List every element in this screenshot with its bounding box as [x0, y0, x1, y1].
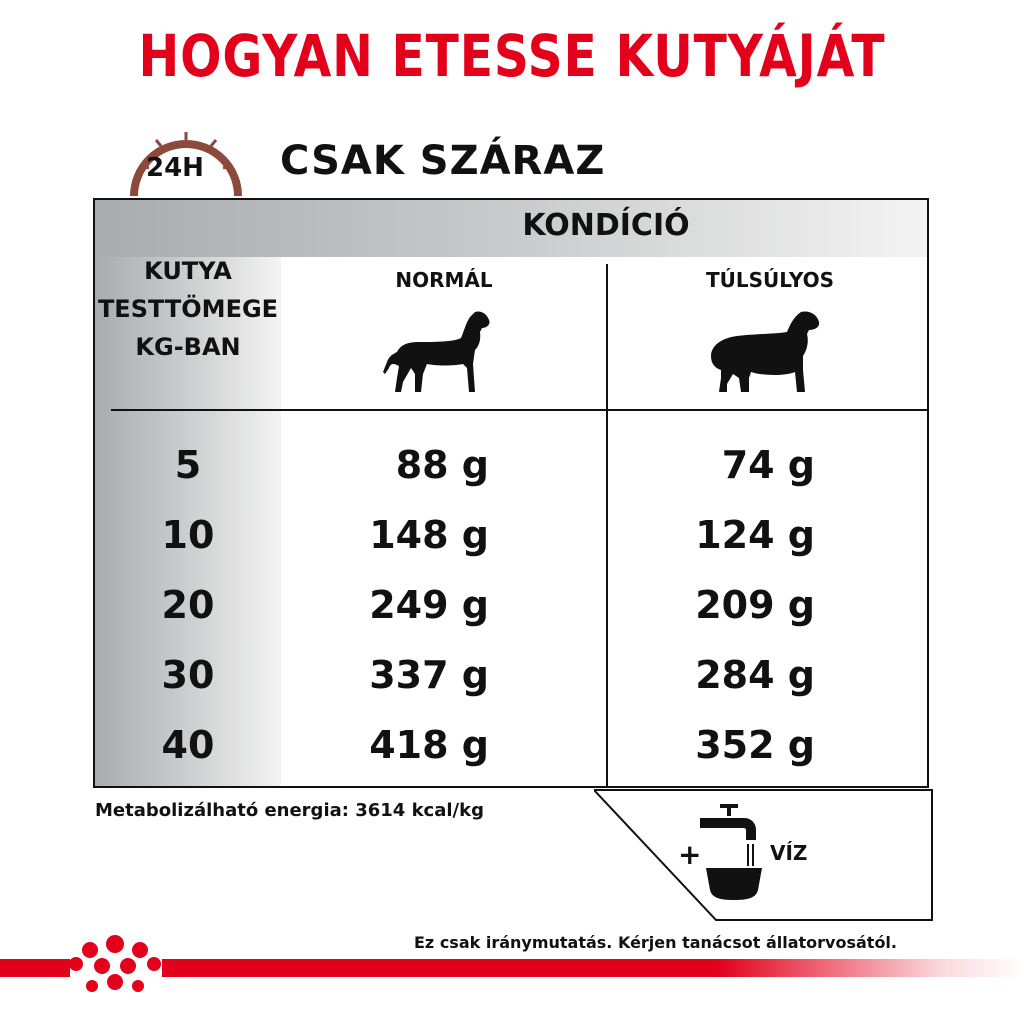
clock-label: 24H [146, 153, 204, 183]
normal-amount-cell: 337 g [369, 653, 489, 697]
water-label: VÍZ [770, 841, 808, 865]
table-row [95, 640, 927, 710]
disclaimer-text: Ez csak iránymutatás. Kérjen tanácsot állatorvosától. [414, 933, 897, 952]
normal-amount-cell: 88 g [395, 443, 489, 487]
table-row [95, 430, 927, 500]
royal-crown-logo [62, 930, 168, 1006]
weight-cell: 30 [161, 653, 215, 697]
weight-cell: 40 [161, 723, 215, 767]
table-row [95, 710, 927, 780]
feeding-table [93, 198, 929, 788]
normal-amount-cell: 418 g [369, 723, 489, 767]
overweight-column-header: TÚLSÚLYOS [705, 268, 835, 292]
table-row [95, 570, 927, 640]
table-rows [95, 430, 927, 780]
weight-cell: 20 [161, 583, 215, 627]
overweight-amount-cell: 124 g [695, 513, 815, 557]
table-row [95, 500, 927, 570]
overweight-amount-cell: 352 g [695, 723, 815, 767]
overweight-amount-cell: 74 g [721, 443, 815, 487]
water-plus-sign: + [678, 838, 702, 871]
condition-header: KONDÍCIÓ [522, 208, 690, 243]
section-subtitle: CSAK SZÁRAZ [280, 138, 606, 184]
header-divider [111, 409, 927, 411]
page-title: HOGYAN ETESSE KUTYÁJÁT [138, 22, 886, 90]
weight-cell: 5 [174, 443, 202, 487]
normal-column-header: NORMÁL [395, 268, 493, 292]
weight-cell: 10 [161, 513, 215, 557]
weight-header-line: KUTYA [144, 257, 232, 285]
overweight-amount-cell: 209 g [695, 583, 815, 627]
weight-header-line: TESTTÖMEGE [97, 295, 279, 323]
water-tap-bowl-icon [700, 800, 764, 904]
overweight-amount-cell: 284 g [695, 653, 815, 697]
normal-amount-cell: 148 g [369, 513, 489, 557]
weight-column-header [95, 252, 281, 366]
normal-amount-cell: 249 g [369, 583, 489, 627]
energy-note: Metabolizálható energia: 3614 kcal/kg [95, 800, 484, 821]
weight-header-line: KG-BAN [135, 333, 241, 361]
water-box-outline [594, 788, 934, 922]
overweight-dog-icon [709, 308, 821, 396]
normal-dog-icon [383, 308, 493, 396]
